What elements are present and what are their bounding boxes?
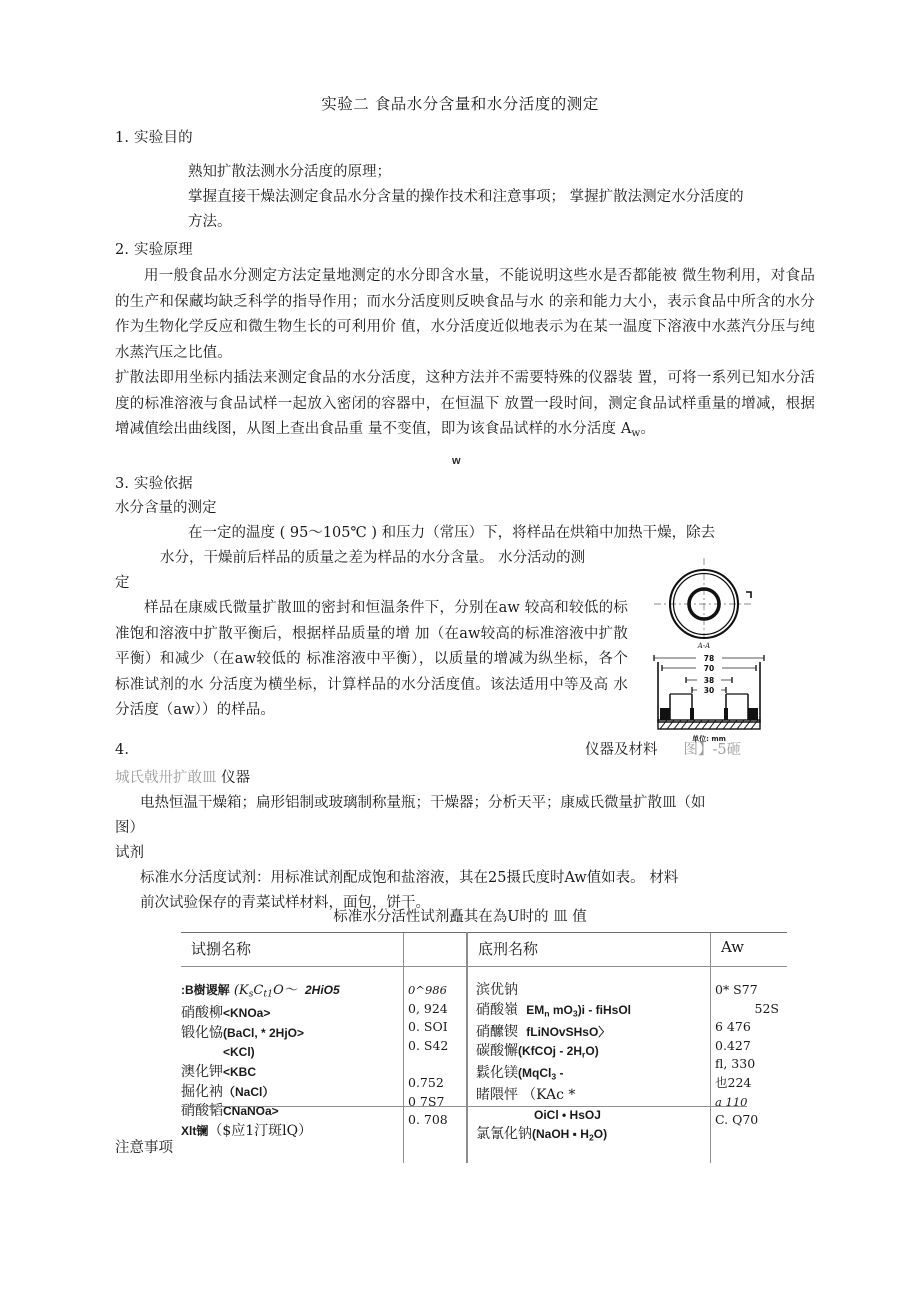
list-item (476, 1086, 710, 1106)
reagents-line-2: 前次试验保存的青菜试样材料，面包，饼干。 (140, 895, 430, 911)
right-aw-values-cell (711, 967, 788, 1164)
right-name-4-formula: (MqCl$_3$ - (518, 1066, 564, 1082)
right-name-3-zh: 碳酸懈 (476, 1043, 518, 1060)
list-item (476, 1042, 710, 1064)
left-aw-0: 0^986 (408, 983, 447, 997)
list-item (476, 981, 710, 1001)
section-2-paragraph-2-text: 扩散法即用坐标内插法来测定食品的水分活度，这种方法并不需要特殊的仪器装 置，可将一系列已知水分活度的标准溶液与食品试样一起放入密闭的容器中，在恒温下 放置一段时间，测定食品试样重量的增减，根据增减值绘出曲线图，从图上查出食品重 量不变值，即为该食品试样的水分活度 A (115, 370, 815, 437)
right-base-names-cell (467, 967, 711, 1164)
section-2-heading: 2. 实验原理 (115, 242, 193, 258)
svg-text:70: 70 (703, 664, 715, 673)
right-aw-6: a 110 (715, 1094, 748, 1109)
table-caption: 标准水分活性试剂矗其在為U时的 皿 值 (333, 909, 587, 925)
section-4-heading: 4. (115, 742, 130, 758)
left-name-7-zh: Xlt镧 (181, 1123, 209, 1138)
section-1-heading: 1. 实验目的 (115, 130, 193, 146)
section-2-paragraph-2-tail: 。 (640, 421, 656, 437)
left-name-2-zh: 锻化恊 (181, 1024, 223, 1041)
section-2-paragraph-2 (115, 366, 815, 446)
table-header-row (181, 933, 787, 967)
right-name-1-zh: 硝酸嶺 (476, 1001, 518, 1018)
list-item (181, 1024, 403, 1044)
list-item (476, 1064, 710, 1086)
section-1-line-2: 掌握直接干燥法测定食品水分含量的操作技术和注意事项； 掌握扩散法测定水分活度的 (188, 189, 744, 205)
left-name-0-zh: :B樹谡解 (181, 983, 230, 997)
section-2-paragraph-1: 用一般食品水分测定方法定量地测定的水分即含水量，不能说明这些水是否都能被 微生物利用，对食品的生产和保藏均缺乏科学的指导作用；而水分活度则反映食品与水 的亲和能力大小，表示食品中所含的水分作为生物化学反应和微生物生长的可利用价 值，水分活度近似地表示为在某一温度下溶液中水蒸汽分压与纯水蒸汽压之比值。 (115, 268, 815, 361)
section-1-line-3: 方法。 (188, 214, 232, 230)
right-name-1-formula: $EM_n$ $mO_3)i$ - fiHsOl (526, 1002, 632, 1018)
svg-text:78: 78 (703, 654, 715, 663)
right-aw-1: 52S (754, 1000, 779, 1016)
table-row (181, 967, 787, 1164)
stray-w-mark: w (452, 455, 461, 467)
instruments-label: 仪器 (221, 770, 251, 786)
left-name-5-formula: （NaCl） (223, 1084, 275, 1099)
left-name-4-zh: 澳化钾 (181, 1063, 223, 1080)
right-name-3-formula: (KfCOj - $2H_rO$) (518, 1044, 599, 1060)
figure-unit-caption: 单位: mm (692, 735, 726, 743)
right-aw-3: 0.427 (715, 1037, 751, 1053)
left-aw-3: 0. S42 (408, 1037, 449, 1053)
figure-top-view (654, 558, 754, 650)
left-name-7-formula: （$应1汀斑lQ） (208, 1122, 313, 1139)
right-name-5-formula: （KAc * (522, 1087, 576, 1104)
figure-section-label: A-A (697, 642, 711, 650)
right-aw-4: fl, 330 (715, 1056, 756, 1072)
left-name-6-zh: 硝酸韬 (181, 1103, 223, 1120)
list-item (476, 1001, 710, 1023)
right-name-2-formula: fLiNOvSHsO〉 (526, 1024, 611, 1039)
list-item (181, 1004, 403, 1024)
right-aw-5: 也224 (715, 1074, 752, 1090)
left-aw-2: 0. SOI (408, 1019, 448, 1035)
header-reagent-name: 试捌名称 (181, 933, 404, 967)
header-aw-right: Aw (711, 933, 788, 967)
section-3-subheading: 水分含量的测定 (115, 500, 217, 516)
svg-text:38: 38 (703, 676, 715, 685)
left-aw-1: 0, 924 (408, 1000, 448, 1016)
left-name-2-formula: (BaCl, * 2HjO> (223, 1025, 305, 1040)
right-name-7-formula: (NaOH ▪ $H_2O$) (532, 1127, 608, 1143)
left-aw-6: 0 7S7 (408, 1093, 445, 1109)
aw-subscript: w (631, 426, 641, 439)
figure-cross-section (648, 650, 770, 745)
left-name-5-zh: 掘化衲 (181, 1083, 223, 1100)
right-aw-2: 6 476 (715, 1019, 751, 1035)
reagents-line-1: 标准水分活度试剂：用标准试剂配成饱和盐溶液，其在25摄氏度时Aw值如表。 材料 (140, 870, 679, 886)
list-item (476, 1023, 710, 1043)
section-1-line-1: 熟知扩散法测水分活度的原理； (188, 164, 391, 180)
section-3-para-1-line-2: 水分，干燥前后样品的质量之差为样品的水分含量。 水分活动的测 (160, 550, 586, 566)
left-name-3-formula: <KCl) (223, 1045, 255, 1060)
aw-table-wrapper (181, 932, 779, 1163)
right-aw-7: C. Q70 (715, 1112, 759, 1128)
section-3-para-1-line-3: 定 (115, 575, 130, 591)
left-aw-values-cell (404, 967, 468, 1164)
svg-text:30: 30 (703, 686, 715, 695)
left-name-1-zh: 硝酸柳 (181, 1005, 223, 1022)
table-head (181, 933, 787, 967)
list-item (181, 981, 403, 1004)
list-item (181, 1122, 403, 1142)
right-name-7-zh: 氯氰化钠 (476, 1126, 532, 1143)
reagents-label: 试剂 (115, 845, 144, 861)
right-name-4-zh: 鬏化镁 (476, 1065, 518, 1082)
instruments-line-2: 图） (115, 820, 144, 836)
list-item (181, 1063, 403, 1083)
right-name-2-zh: 硝醿锲 (476, 1023, 518, 1040)
header-aw-left (404, 933, 468, 967)
figure-number-caption: 图】-5砸 (683, 742, 742, 758)
left-name-1-formula: <KNOa> (223, 1006, 271, 1021)
left-name-4-formula: <KBC (223, 1064, 257, 1079)
header-base-name: 底刑名称 (467, 933, 711, 967)
list-item (181, 1043, 403, 1063)
footer-note: 注意事项 (115, 1140, 173, 1156)
list-item (476, 1125, 710, 1147)
table-bottom-rule (181, 1106, 747, 1107)
left-aw-5: 0.752 (408, 1074, 444, 1090)
page-title: 实验二 食品水分含量和水分活度的测定 (321, 95, 599, 113)
aw-table (181, 932, 787, 1163)
right-aw-0: 0* S77 (715, 982, 758, 997)
list-item (181, 1083, 403, 1103)
garbled-ocr-line (115, 766, 250, 792)
right-name-5-zh: 睹隈怦 (476, 1087, 518, 1104)
section-3-heading: 3. 实验依据 (115, 476, 193, 492)
left-aw-7: 0. 708 (408, 1112, 448, 1128)
right-name-0-zh: 滨优钠 (476, 982, 518, 998)
conway-dish-figure (640, 558, 815, 743)
section-3-paragraph-2: 样品在康威氏微量扩散皿的密封和恒温条件下，分别在aw 较高和较低的标准饱和溶液中扩散平衡后，根据样品质量的增 加（在aw较高的标准溶液中扩散平衡）和减少（在aw较低的 标准溶液中平衡），以质量的增减为纵坐标，各个标准试剂的水 分活度为横坐标，计算样品的水分活度值。该法适用中等及高 水分活度（aw））的样品。 (115, 600, 628, 718)
list-item (476, 1106, 710, 1126)
right-name-6-formula: OiCl • HsOJ (534, 1107, 601, 1122)
left-reagent-names-cell (181, 967, 404, 1164)
section-3-para-1-line-1: 在一定的温度 ( 95〜105℃ ) 和压力（常压）下，将样品在烘箱中加热干燥，除去 (188, 525, 716, 541)
left-name-6-formula: CNaNOa> (223, 1104, 279, 1119)
figure-caption-row (585, 738, 915, 759)
table-body (181, 967, 787, 1164)
left-name-0-formula: ($K_sC_{t1}O$〜 2HiO5 (233, 983, 340, 1000)
garbled-ocr-text: 城氏戟卅扩敢皿 (115, 770, 217, 786)
instruments-line-1: 电热恒温干燥箱；扁形铝制或玻璃制称量瓶；干燥器；分析天平；康威氏微量扩散皿（如 (140, 795, 706, 811)
instruments-materials-label: 仪器及材料 (585, 742, 658, 758)
